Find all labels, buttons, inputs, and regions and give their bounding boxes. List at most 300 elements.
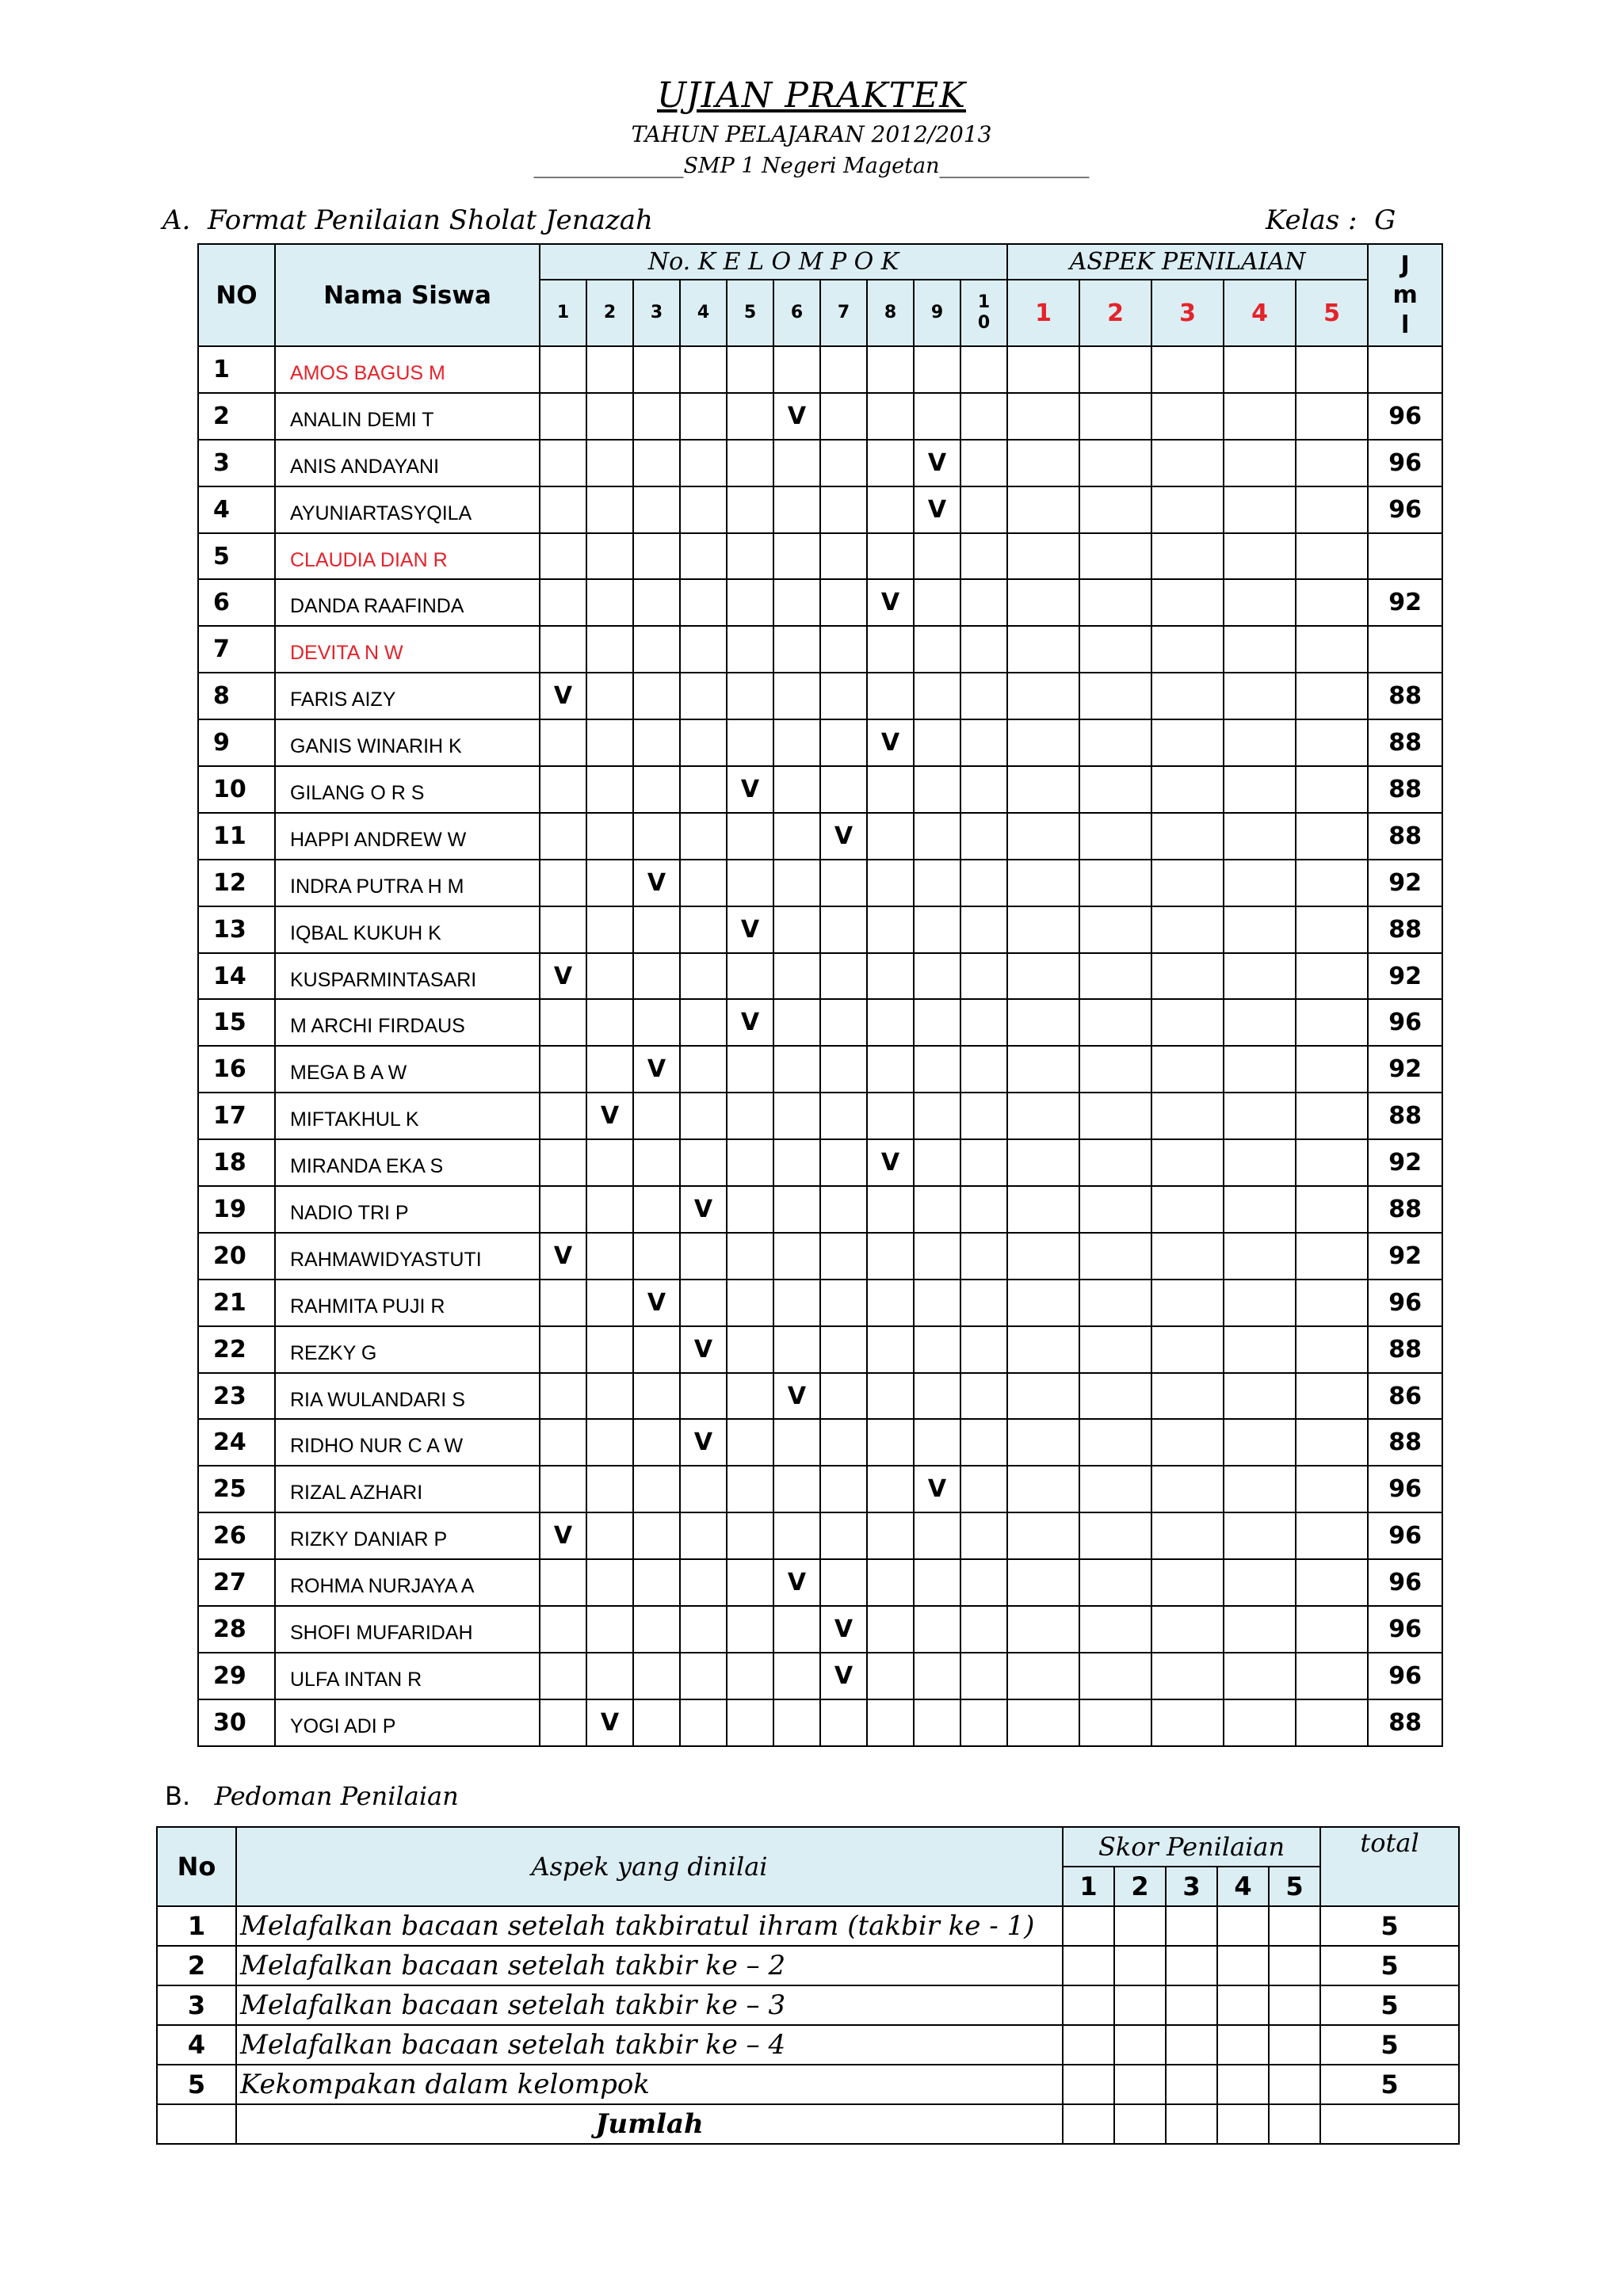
aspect-cell-4 — [1224, 1093, 1296, 1139]
aspect-cell-1 — [1007, 1280, 1079, 1326]
aspect-cell-3 — [1151, 1046, 1224, 1093]
check-mark: V — [553, 682, 573, 711]
group-cell-1 — [540, 1699, 586, 1746]
aspect-cell-3 — [1151, 626, 1224, 673]
group-cell-5 — [727, 1093, 773, 1139]
aspect-cell-3 — [1151, 953, 1224, 1000]
student-number: 22 — [198, 1326, 275, 1373]
group-cell-10 — [960, 860, 1007, 906]
guide-number: 1 — [157, 1906, 236, 1946]
student-number: 9 — [198, 719, 275, 766]
aspect-cell-1 — [1007, 1559, 1079, 1606]
aspect-cell-2 — [1079, 1326, 1151, 1373]
guide-number: 3 — [157, 1985, 236, 2025]
jml-letter-2: m — [1392, 280, 1418, 309]
group-cell-9 — [914, 393, 960, 440]
group-cell-1 — [540, 673, 586, 719]
aspect-cell-5 — [1296, 393, 1368, 440]
aspect-cell-5 — [1296, 486, 1368, 533]
aspect-cell-5 — [1296, 1466, 1368, 1512]
group-cell-7 — [820, 1046, 867, 1093]
student-row — [198, 1559, 1442, 1606]
check-mark: V — [647, 1288, 666, 1317]
group-cell-2 — [586, 999, 633, 1046]
skor-cell-1 — [1063, 1906, 1114, 1946]
student-name: RIZAL AZHARI — [275, 1466, 540, 1512]
aspect-cell-3 — [1151, 1280, 1224, 1326]
student-row — [198, 766, 1442, 813]
group-cell-6 — [773, 906, 820, 953]
group-cell-6 — [773, 1326, 820, 1373]
group-cell-3 — [633, 1373, 680, 1420]
skor-col-3: 3 — [1166, 1867, 1217, 1906]
section-b-label: B. — [165, 1781, 191, 1811]
group-cell-3 — [633, 486, 680, 533]
group-cell-7 — [820, 626, 867, 673]
student-row — [198, 440, 1442, 486]
aspect-cell-3 — [1151, 346, 1224, 393]
total-header: total — [1320, 1827, 1459, 1906]
student-row — [198, 1186, 1442, 1233]
aspect-cell-2 — [1079, 1373, 1151, 1420]
check-mark: V — [834, 822, 854, 850]
aspect-cell-5 — [1296, 626, 1368, 673]
group-cell-4 — [680, 1699, 727, 1746]
group-cell-2 — [586, 719, 633, 766]
student-row — [198, 346, 1442, 393]
group-cell-2 — [586, 1139, 633, 1186]
total-score: 88 — [1368, 1419, 1442, 1466]
skor-col-1: 1 — [1063, 1867, 1114, 1906]
aspect-cell-4 — [1224, 486, 1296, 533]
group-cell-1 — [540, 393, 586, 440]
aspect-cell-1 — [1007, 1512, 1079, 1559]
aspect-cell-5 — [1296, 1046, 1368, 1093]
group-cell-3 — [633, 1326, 680, 1373]
aspect-cell-2 — [1079, 1512, 1151, 1559]
skor-cell-3 — [1166, 2065, 1217, 2104]
group-cell-3 — [633, 1606, 680, 1653]
group-cell-4 — [680, 626, 727, 673]
school-name: ______________SMP 1 Negeri Magetan______________ — [533, 154, 1090, 178]
assessment-table — [197, 243, 1443, 1747]
group-cell-3 — [633, 1512, 680, 1559]
aspect-cell-1 — [1007, 1699, 1079, 1746]
aspect-cell-2 — [1079, 719, 1151, 766]
group-cell-2 — [586, 906, 633, 953]
aspect-cell-3 — [1151, 393, 1224, 440]
check-mark: V — [693, 1428, 713, 1457]
aspect-cell-1 — [1007, 1466, 1079, 1512]
total-score — [1368, 533, 1442, 580]
group-cell-2 — [586, 860, 633, 906]
skor-cell-4 — [1217, 2025, 1269, 2065]
group-cell-10 — [960, 999, 1007, 1046]
skor-cell-2 — [1114, 1985, 1166, 2025]
aspect-cell-2 — [1079, 860, 1151, 906]
group-cell-5 — [727, 1233, 773, 1280]
jumlah-total-cell — [1320, 2104, 1459, 2144]
aspect-cell-1 — [1007, 953, 1079, 1000]
group-cell-2 — [586, 440, 633, 486]
group-cell-5 — [727, 1280, 773, 1326]
group-cell-10 — [960, 1280, 1007, 1326]
skor-cell-5 — [1269, 2065, 1320, 2104]
student-name: GILANG O R S — [275, 766, 540, 813]
student-name: RAHMITA PUJI R — [275, 1280, 540, 1326]
total-score: 88 — [1368, 673, 1442, 719]
group-cell-6 — [773, 1606, 820, 1653]
student-name: ULFA INTAN R — [275, 1653, 540, 1699]
group-cell-9 — [914, 579, 960, 626]
guide-aspect: Melafalkan bacaan setelah takbir ke – 3 — [236, 1985, 1063, 2025]
group-cell-8 — [867, 1653, 914, 1699]
group-cell-8 — [867, 1326, 914, 1373]
group-cell-3 — [633, 1653, 680, 1699]
group-cell-4 — [680, 1373, 727, 1420]
student-number: 18 — [198, 1139, 275, 1186]
total-score: 92 — [1368, 1233, 1442, 1280]
aspect-cell-4 — [1224, 1512, 1296, 1559]
group-cell-8 — [867, 673, 914, 719]
student-number: 7 — [198, 626, 275, 673]
group-cell-7 — [820, 1139, 867, 1186]
aspect-cell-2 — [1079, 626, 1151, 673]
group-cell-5 — [727, 440, 773, 486]
check-mark: V — [880, 729, 900, 757]
group-cell-2 — [586, 533, 633, 580]
check-mark: V — [647, 868, 666, 897]
scoring-guide-header — [157, 1827, 1459, 1906]
aspect-cell-4 — [1224, 1466, 1296, 1512]
check-mark: V — [927, 448, 947, 477]
group-cell-3 — [633, 860, 680, 906]
group-cell-3 — [633, 1093, 680, 1139]
group-cell-6 — [773, 1139, 820, 1186]
student-number: 4 — [198, 486, 275, 533]
aspect-cell-3 — [1151, 766, 1224, 813]
aspect-cell-3 — [1151, 813, 1224, 860]
group-cell-8 — [867, 860, 914, 906]
group-cell-8 — [867, 1419, 914, 1466]
aspect-cell-2 — [1079, 1559, 1151, 1606]
group-cell-6 — [773, 1186, 820, 1233]
aspect-cell-1 — [1007, 346, 1079, 393]
guide-jumlah-row — [157, 2104, 1459, 2144]
aspect-col-3: 3 — [1151, 280, 1224, 346]
student-number: 25 — [198, 1466, 275, 1512]
group-cell-8 — [867, 1466, 914, 1512]
aspect-cell-2 — [1079, 813, 1151, 860]
group-cell-8 — [867, 1139, 914, 1186]
group-cell-10 — [960, 719, 1007, 766]
group-cell-1 — [540, 1653, 586, 1699]
check-mark: V — [880, 1149, 900, 1177]
group-cell-6 — [773, 1280, 820, 1326]
aspect-cell-2 — [1079, 1046, 1151, 1093]
student-name: MEGA B A W — [275, 1046, 540, 1093]
group-cell-7 — [820, 860, 867, 906]
skor-cell-3 — [1166, 1946, 1217, 1985]
student-row — [198, 1139, 1442, 1186]
student-row — [198, 673, 1442, 719]
student-name: ANALIN DEMI T — [275, 393, 540, 440]
group-cell-9 — [914, 346, 960, 393]
total-score — [1368, 626, 1442, 673]
group-cell-10 — [960, 1699, 1007, 1746]
aspect-cell-2 — [1079, 766, 1151, 813]
group-cell-3 — [633, 953, 680, 1000]
total-score: 92 — [1368, 1139, 1442, 1186]
group-cell-6 — [773, 999, 820, 1046]
aspect-cell-5 — [1296, 1373, 1368, 1420]
group-cell-9 — [914, 1699, 960, 1746]
group-cell-4 — [680, 1139, 727, 1186]
student-row — [198, 953, 1442, 1000]
skor-cell-3 — [1166, 2025, 1217, 2065]
skor-cell-3 — [1166, 1906, 1217, 1946]
group-cell-4 — [680, 486, 727, 533]
group-cell-2 — [586, 579, 633, 626]
skor-cell-2 — [1114, 2065, 1166, 2104]
aspect-cell-4 — [1224, 860, 1296, 906]
student-row — [198, 1512, 1442, 1559]
total-score: 96 — [1368, 999, 1442, 1046]
aspect-cell-3 — [1151, 1139, 1224, 1186]
group-cell-3 — [633, 1046, 680, 1093]
group-cell-2 — [586, 1233, 633, 1280]
skor-cell-2 — [1114, 1906, 1166, 1946]
aspect-cell-4 — [1224, 1233, 1296, 1280]
student-name: MIFTAKHUL K — [275, 1093, 540, 1139]
aspect-cell-3 — [1151, 999, 1224, 1046]
group-cell-6 — [773, 533, 820, 580]
total-score: 92 — [1368, 579, 1442, 626]
group-cell-6 — [773, 719, 820, 766]
student-number: 15 — [198, 999, 275, 1046]
aspect-cell-4 — [1224, 1559, 1296, 1606]
student-number: 21 — [198, 1280, 275, 1326]
student-name: SHOFI MUFARIDAH — [275, 1606, 540, 1653]
aspect-cell-1 — [1007, 1326, 1079, 1373]
group-cell-1 — [540, 1512, 586, 1559]
aspect-col-4: 4 — [1224, 280, 1296, 346]
jumlah-no-cell — [157, 2104, 236, 2144]
group-cell-3 — [633, 393, 680, 440]
aspect-cell-4 — [1224, 1139, 1296, 1186]
aspect-cell-4 — [1224, 440, 1296, 486]
section-a-title: Format Penilaian Sholat Jenazah — [208, 204, 653, 236]
group-cell-3 — [633, 533, 680, 580]
group-cell-1 — [540, 486, 586, 533]
group-cell-8 — [867, 1373, 914, 1420]
group-cell-3 — [633, 1466, 680, 1512]
guide-aspect: Melafalkan bacaan setelah takbiratul ihram (takbir ke - 1) — [236, 1906, 1063, 1946]
group-cell-6 — [773, 1559, 820, 1606]
group-cell-6 — [773, 1233, 820, 1280]
aspect-cell-5 — [1296, 673, 1368, 719]
aspect-cell-4 — [1224, 953, 1296, 1000]
student-row — [198, 813, 1442, 860]
group-cell-2 — [586, 953, 633, 1000]
check-mark: V — [834, 1615, 854, 1643]
group-cell-10 — [960, 1326, 1007, 1373]
aspect-cell-4 — [1224, 719, 1296, 766]
aspect-cell-2 — [1079, 579, 1151, 626]
group-cell-4 — [680, 1046, 727, 1093]
group-cell-1 — [540, 999, 586, 1046]
group-cell-9 — [914, 1653, 960, 1699]
group-cell-2 — [586, 393, 633, 440]
group-col-1: 1 — [540, 280, 586, 346]
group-cell-7 — [820, 1699, 867, 1746]
group-cell-9 — [914, 1373, 960, 1420]
group-col-4: 4 — [680, 280, 727, 346]
aspect-cell-4 — [1224, 999, 1296, 1046]
group-cell-3 — [633, 626, 680, 673]
group-cell-5 — [727, 1512, 773, 1559]
group-cell-4 — [680, 393, 727, 440]
group-cell-2 — [586, 1466, 633, 1512]
group-cell-9 — [914, 766, 960, 813]
class-value: G — [1374, 204, 1396, 236]
group-cell-10 — [960, 1466, 1007, 1512]
group-cell-3 — [633, 719, 680, 766]
group-cell-6 — [773, 953, 820, 1000]
student-name: AYUNIARTASYQILA — [275, 486, 540, 533]
group-cell-1 — [540, 626, 586, 673]
aspect-cell-1 — [1007, 1233, 1079, 1280]
group-cell-3 — [633, 1186, 680, 1233]
check-mark: V — [927, 495, 947, 524]
group-cell-4 — [680, 1326, 727, 1373]
check-mark: V — [553, 1241, 573, 1270]
student-name: RIZKY DANIAR P — [275, 1512, 540, 1559]
group-cell-9 — [914, 1280, 960, 1326]
group-cell-6 — [773, 1093, 820, 1139]
check-mark: V — [880, 589, 900, 617]
check-mark: V — [927, 1475, 947, 1504]
aspect-cell-4 — [1224, 813, 1296, 860]
guide-row — [157, 2025, 1459, 2065]
group-cell-9 — [914, 1419, 960, 1466]
group-cell-3 — [633, 813, 680, 860]
group-cell-8 — [867, 1186, 914, 1233]
aspect-cell-4 — [1224, 673, 1296, 719]
group-cell-8 — [867, 1046, 914, 1093]
group-col-5: 5 — [727, 280, 773, 346]
group-cell-10 — [960, 813, 1007, 860]
group-cell-4 — [680, 1186, 727, 1233]
aspect-cell-5 — [1296, 1653, 1368, 1699]
skor-cell-5 — [1269, 1906, 1320, 1946]
group-cell-5 — [727, 1606, 773, 1653]
aspect-cell-3 — [1151, 719, 1224, 766]
group-cell-8 — [867, 626, 914, 673]
group-cell-6 — [773, 486, 820, 533]
group-cell-4 — [680, 1233, 727, 1280]
aspect-cell-4 — [1224, 1699, 1296, 1746]
group-cell-5 — [727, 953, 773, 1000]
class-label: Kelas : — [1266, 204, 1358, 236]
jml-letter-3: l — [1400, 311, 1410, 339]
skor-cell-5 — [1269, 2025, 1320, 2065]
group-cell-2 — [586, 1280, 633, 1326]
aspect-cell-4 — [1224, 579, 1296, 626]
group-cell-5 — [727, 626, 773, 673]
guide-total: 5 — [1320, 1906, 1459, 1946]
scoring-guide-body — [157, 1906, 1459, 2144]
group-cell-4 — [680, 813, 727, 860]
group-col-8: 8 — [867, 280, 914, 346]
skor-col-2: 2 — [1114, 1867, 1166, 1906]
group-cell-5 — [727, 766, 773, 813]
aspect-cell-3 — [1151, 1326, 1224, 1373]
aspect-cell-1 — [1007, 766, 1079, 813]
aspect-cell-5 — [1296, 766, 1368, 813]
aspect-col-5: 5 — [1296, 280, 1368, 346]
aspect-cell-3 — [1151, 1186, 1224, 1233]
student-row — [198, 1373, 1442, 1420]
aspect-cell-5 — [1296, 906, 1368, 953]
group-cell-7 — [820, 1419, 867, 1466]
aspect-cell-5 — [1296, 346, 1368, 393]
group-cell-8 — [867, 533, 914, 580]
group-cell-4 — [680, 860, 727, 906]
group-cell-9 — [914, 1046, 960, 1093]
aspect-cell-4 — [1224, 1186, 1296, 1233]
group-cell-6 — [773, 393, 820, 440]
total-score: 88 — [1368, 1326, 1442, 1373]
group-cell-4 — [680, 1093, 727, 1139]
group-cell-9 — [914, 1326, 960, 1373]
group-cell-10 — [960, 1093, 1007, 1139]
group-cell-5 — [727, 533, 773, 580]
check-mark: V — [834, 1661, 854, 1690]
group-cell-5 — [727, 1559, 773, 1606]
skor-cell-1 — [1063, 2065, 1114, 2104]
skor-cell-1 — [1063, 1985, 1114, 2025]
group-cell-2 — [586, 1559, 633, 1606]
group-cell-7 — [820, 1326, 867, 1373]
aspect-cell-3 — [1151, 1233, 1224, 1280]
aspect-cell-1 — [1007, 533, 1079, 580]
group-cell-9 — [914, 1606, 960, 1653]
aspect-cell-1 — [1007, 1653, 1079, 1699]
total-score: 92 — [1368, 860, 1442, 906]
group-cell-3 — [633, 999, 680, 1046]
aspect-cell-3 — [1151, 1466, 1224, 1512]
total-score: 96 — [1368, 486, 1442, 533]
group-cell-4 — [680, 533, 727, 580]
group-cell-6 — [773, 440, 820, 486]
aspect-cell-5 — [1296, 440, 1368, 486]
student-number: 26 — [198, 1512, 275, 1559]
group-cell-8 — [867, 1512, 914, 1559]
group-cell-3 — [633, 1559, 680, 1606]
section-b-title: Pedoman Penilaian — [214, 1781, 459, 1811]
aspect-cell-5 — [1296, 1093, 1368, 1139]
student-name: NADIO TRI P — [275, 1186, 540, 1233]
student-row — [198, 1046, 1442, 1093]
group-cell-7 — [820, 393, 867, 440]
total-score: 96 — [1368, 393, 1442, 440]
section-a-label: A. — [162, 204, 191, 236]
group-cell-3 — [633, 906, 680, 953]
aspect-cell-1 — [1007, 1093, 1079, 1139]
group-cell-1 — [540, 1466, 586, 1512]
student-row — [198, 1606, 1442, 1653]
